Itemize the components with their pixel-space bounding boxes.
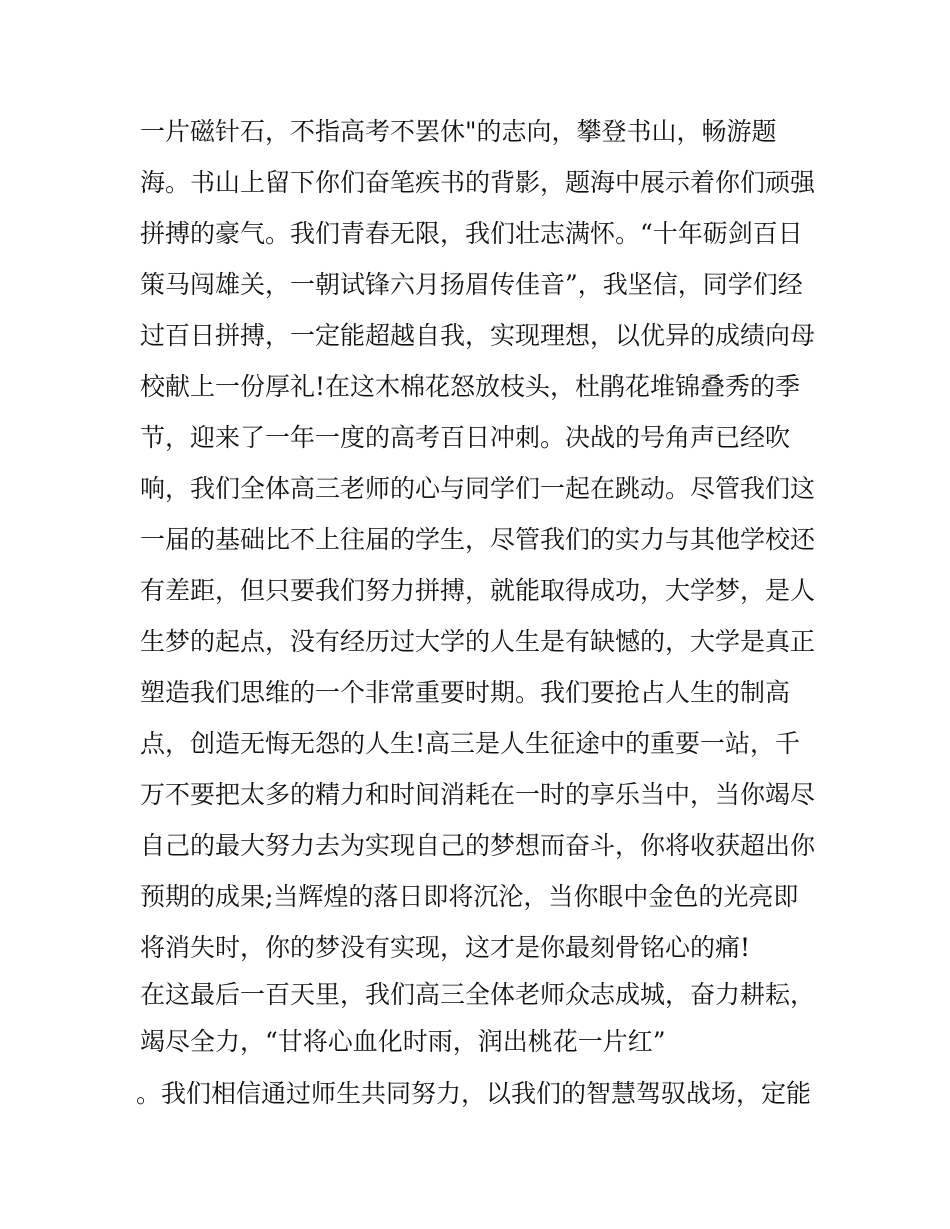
text-line: 万不要把太多的精力和时间消耗在一时的享乐当中，当你竭尽 xyxy=(140,780,816,809)
text-line: 将消失时，你的梦没有实现，这才是你最刻骨铭心的痛! xyxy=(140,933,751,962)
text-line: 自己的最大努力去为实现自己的梦想而奋斗，你将收获超出你 xyxy=(140,831,816,860)
text-line: 。我们相信通过师生共同努力，以我们的智慧驾驭战场，定能 xyxy=(136,1079,812,1108)
text-line: 一届的基础比不上往届的学生，尽管我们的实力与其他学校还 xyxy=(140,525,816,554)
text-line: 拼搏的豪气。我们青春无限，我们壮志满怀。“十年砺剑百日 xyxy=(140,219,803,248)
text-line: 竭尽全力，“甘将心血化时雨，润出桃花一片红” xyxy=(140,1027,666,1056)
text-line: 过百日拼搏，一定能超越自我，实现理想，以优异的成绩向母 xyxy=(140,321,816,350)
text-line: 策马闯雄关，一朝试锋六月扬眉传佳音”，我坚信，同学们经 xyxy=(140,270,803,299)
text-line: 点，创造无悔无怨的人生!高三是人生征途中的重要一站，千 xyxy=(140,729,801,758)
text-line: 塑造我们思维的一个非常重要时期。我们要抢占人生的制高 xyxy=(140,678,791,707)
text-line: 一片磁针石，不指高考不罢休"的志向，攀登书山，畅游题 xyxy=(140,117,777,146)
text-line: 响，我们全体高三老师的心与同学们一起在跳动。尽管我们这 xyxy=(140,474,816,503)
text-line: 校献上一份厚礼!在这木棉花怒放枝头，杜鹃花堆锦叠秀的季 xyxy=(140,372,801,401)
text-line: 节，迎来了一年一度的高考百日冲刺。决战的号角声已经吹 xyxy=(140,423,791,452)
text-line: 生梦的起点，没有经历过大学的人生是有缺憾的，大学是真正 xyxy=(140,627,816,656)
text-line: 海。书山上留下你们奋笔疾书的背影，题海中展示着你们顽强 xyxy=(140,168,816,197)
text-line: 预期的成果;当辉煌的落日即将沉沦，当你眼中金色的光亮即 xyxy=(140,882,799,911)
text-line: 在这最后一百天里，我们高三全体老师众志成城，奋力耕耘， xyxy=(140,980,816,1009)
text-line: 有差距，但只要我们努力拼搏，就能取得成功，大学梦，是人 xyxy=(140,576,816,605)
